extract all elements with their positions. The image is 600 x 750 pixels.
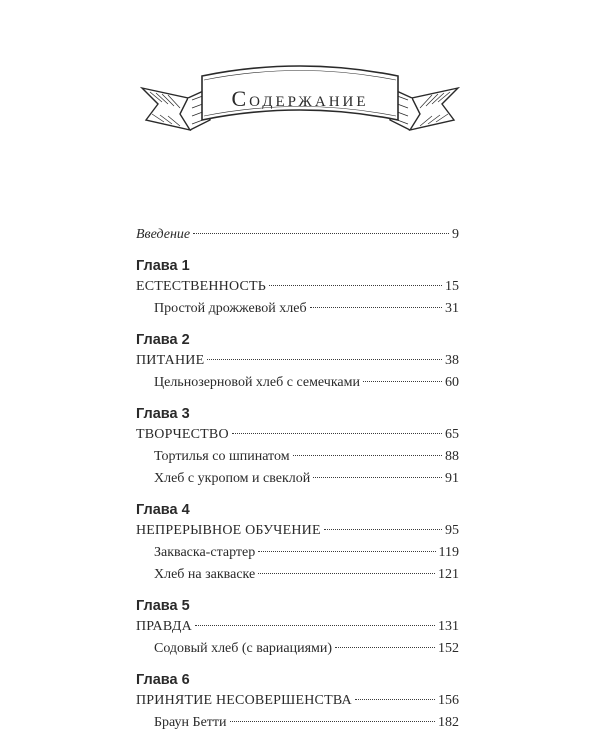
toc-page-number: 95 — [445, 523, 459, 538]
chapter-heading: Глава 2 — [136, 332, 190, 348]
toc-page-number: 156 — [438, 693, 459, 708]
toc-entry-label: Закваска-стартер — [154, 545, 256, 560]
toc-entry-label: Хлеб на закваске — [154, 567, 256, 582]
toc-page-number: 38 — [445, 353, 459, 368]
toc-entry-label: ТВОРЧЕСТВО — [136, 427, 229, 442]
leader-dots — [310, 306, 442, 308]
toc-entry-intro[interactable] — [136, 224, 459, 246]
toc-page-number: 182 — [438, 715, 459, 730]
toc-entry-label: Цельнозерновой хлеб с семечками — [154, 375, 360, 390]
leader-dots — [258, 550, 435, 552]
leader-dots — [230, 720, 435, 722]
toc-entry-chapter[interactable] — [136, 424, 459, 446]
chapter-heading: Глава 4 — [136, 502, 190, 518]
toc-entry-recipe[interactable] — [136, 712, 459, 734]
toc-entry-label: ПИТАНИЕ — [136, 353, 205, 368]
chapter-heading: Глава 6 — [136, 672, 190, 688]
toc-page-number: 60 — [445, 375, 459, 390]
toc-entry-recipe[interactable] — [136, 446, 459, 468]
toc-page-number: 88 — [445, 449, 459, 464]
leader-dots — [363, 380, 442, 382]
toc-page-number: 119 — [438, 545, 459, 560]
toc-entry-chapter[interactable] — [136, 616, 459, 638]
table-of-contents — [136, 224, 459, 734]
toc-entry-label: Браун Бетти — [154, 715, 227, 730]
toc-page-number: 121 — [438, 567, 459, 582]
toc-page-number: 31 — [445, 301, 459, 316]
page-title: Содержание — [231, 86, 369, 111]
toc-entry-label: Хлеб с укропом и свеклой — [154, 471, 311, 486]
leader-dots — [293, 454, 442, 456]
leader-dots — [335, 646, 435, 648]
leader-dots — [258, 572, 435, 574]
toc-entry-label: ЕСТЕСТВЕННОСТЬ — [136, 279, 267, 294]
toc-entry-recipe[interactable] — [136, 638, 459, 660]
toc-page-number: 9 — [452, 227, 459, 242]
leader-dots — [269, 284, 442, 286]
toc-entry-label: Введение — [136, 227, 191, 242]
toc-entry-chapter[interactable] — [136, 350, 459, 372]
toc-entry-label: Содовый хлеб (с вариациями) — [154, 641, 333, 656]
toc-page-number: 65 — [445, 427, 459, 442]
leader-dots — [232, 432, 442, 434]
toc-page-number: 91 — [445, 471, 459, 486]
toc-entry-chapter[interactable] — [136, 690, 459, 712]
toc-entry-recipe[interactable] — [136, 564, 459, 586]
chapter-heading: Глава 1 — [136, 258, 190, 274]
toc-entry-recipe[interactable] — [136, 298, 459, 320]
toc-entry-label: Простой дрожжевой хлеб — [154, 301, 307, 316]
toc-entry-recipe[interactable] — [136, 542, 459, 564]
toc-entry-recipe[interactable] — [136, 372, 459, 394]
leader-dots — [193, 232, 449, 234]
toc-page-number: 152 — [438, 641, 459, 656]
toc-entry-chapter[interactable] — [136, 520, 459, 542]
toc-entry-label: НЕПРЕРЫВНОЕ ОБУЧЕНИЕ — [136, 523, 321, 538]
toc-entry-chapter[interactable] — [136, 276, 459, 298]
toc-page-number: 15 — [445, 279, 459, 294]
toc-page-number: 131 — [438, 619, 459, 634]
toc-entry-recipe[interactable] — [136, 468, 459, 490]
leader-dots — [324, 528, 442, 530]
chapter-heading: Глава 3 — [136, 406, 190, 422]
toc-entry-label: ПРАВДА — [136, 619, 192, 634]
leader-dots — [355, 698, 435, 700]
leader-dots — [207, 358, 442, 360]
leader-dots — [195, 624, 435, 626]
ribbon-banner — [140, 58, 460, 150]
toc-entry-label: Тортилья со шпинатом — [154, 449, 290, 464]
leader-dots — [313, 476, 442, 478]
chapter-heading: Глава 5 — [136, 598, 190, 614]
toc-entry-label: ПРИНЯТИЕ НЕСОВЕРШЕНСТВА — [136, 693, 352, 708]
